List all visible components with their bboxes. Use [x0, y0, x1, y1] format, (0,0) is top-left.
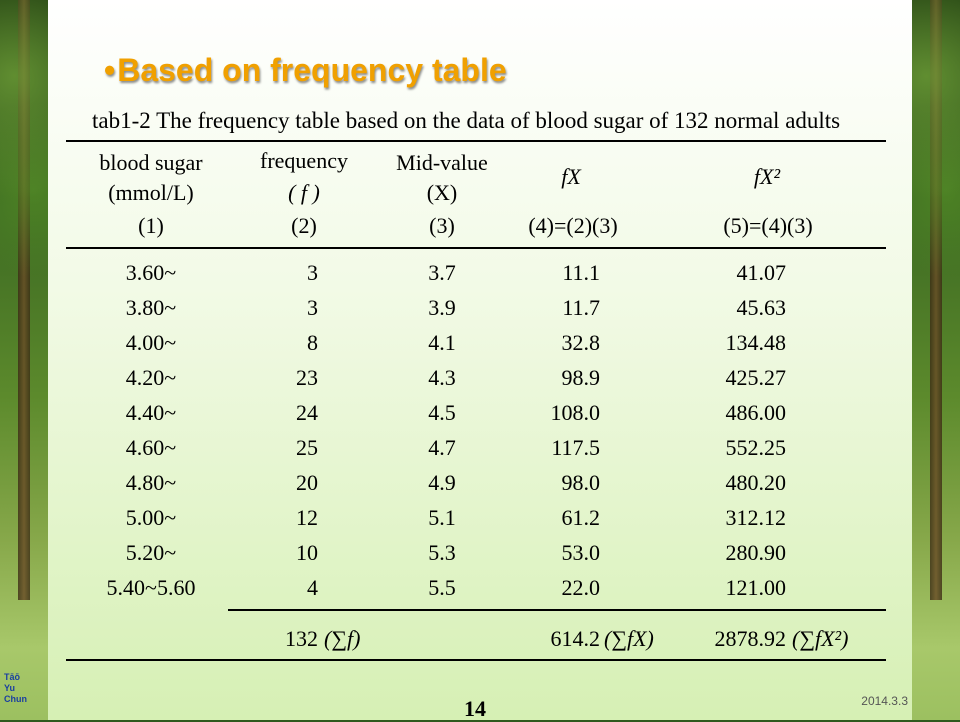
header-col1-index: (1) [138, 213, 164, 238]
total-fx2: 2878.92 [714, 626, 786, 651]
header-frequency: frequency [260, 148, 348, 173]
total-fx2-label: (∑fX²) [792, 626, 849, 651]
cell-fx2: 41.07 [736, 260, 786, 285]
cell-mid-value: 5.1 [428, 505, 456, 530]
header-col5-index: (5)=(4)(3) [723, 213, 813, 238]
total-fx-label: (∑fX) [604, 626, 654, 651]
cell-fx2: 425.27 [725, 365, 786, 390]
cell-mid-value: 4.9 [428, 470, 456, 495]
slide [48, 0, 912, 720]
cell-frequency: 3 [307, 295, 318, 320]
cell-mid-value: 3.7 [428, 260, 456, 285]
cell-blood-sugar: 4.40~ [125, 400, 177, 425]
header-col3-index: (3) [429, 213, 455, 238]
cell-fx: 117.5 [551, 435, 600, 460]
table-bottom-rule [66, 659, 886, 661]
header-mid-value-symbol: (X) [426, 180, 458, 205]
slide-date: 2014.3.3 [861, 694, 908, 708]
cell-frequency: 20 [296, 470, 318, 495]
cell-blood-sugar: 3.60~ [125, 260, 177, 285]
cell-frequency: 3 [307, 260, 318, 285]
logo-line-1: Tāō [4, 672, 21, 682]
logo-line-2: Yu [4, 683, 16, 693]
header-frequency-symbol: ( f ) [288, 180, 320, 205]
page-number: 14 [464, 696, 486, 721]
cell-blood-sugar: 4.20~ [125, 365, 177, 390]
cell-fx2: 134.48 [725, 330, 786, 355]
logo-line-3: Chun [4, 694, 27, 704]
header-col4-index: (4)=(2)(3) [528, 213, 618, 238]
cell-mid-value: 5.3 [428, 540, 456, 565]
cell-fx2: 486.00 [725, 400, 786, 425]
author-logo [4, 672, 36, 705]
header-fx2: fX² [753, 164, 781, 189]
cell-fx: 98.0 [561, 470, 600, 495]
totals-rule [228, 609, 886, 611]
cell-fx: 11.7 [562, 295, 600, 320]
header-blood-sugar: blood sugar [99, 150, 203, 175]
cell-fx: 22.0 [561, 575, 600, 600]
right-tree-border [912, 0, 960, 720]
table-top-rule [66, 140, 886, 142]
cell-fx: 61.2 [561, 505, 600, 530]
cell-mid-value: 5.5 [428, 575, 456, 600]
cell-fx: 108.0 [550, 400, 600, 425]
slide-title-text: Based on frequency table [117, 52, 507, 88]
cell-frequency: 8 [307, 330, 318, 355]
cell-fx: 32.8 [561, 330, 600, 355]
cell-frequency: 12 [296, 505, 318, 530]
cell-blood-sugar: 5.40~5.60 [106, 575, 196, 600]
cell-fx2: 121.00 [725, 575, 786, 600]
cell-fx2: 280.90 [725, 540, 786, 565]
cell-blood-sugar: 5.20~ [125, 540, 177, 565]
cell-frequency: 23 [296, 365, 318, 390]
total-frequency-label: (∑f) [324, 626, 361, 651]
cell-blood-sugar: 4.00~ [125, 330, 177, 355]
cell-mid-value: 4.7 [428, 435, 456, 460]
total-frequency: 132 [285, 626, 318, 651]
left-tree-border [0, 0, 48, 720]
cell-mid-value: 3.9 [428, 295, 456, 320]
cell-frequency: 24 [296, 400, 318, 425]
cell-frequency: 25 [296, 435, 318, 460]
bullet-icon: • [104, 52, 116, 88]
header-rule [66, 247, 886, 249]
cell-fx: 11.1 [562, 260, 600, 285]
cell-fx: 98.9 [561, 365, 600, 390]
header-mid-value: Mid-value [396, 150, 488, 175]
cell-blood-sugar: 3.80~ [125, 295, 177, 320]
header-blood-sugar-unit: (mmol/L) [108, 180, 194, 205]
cell-fx2: 480.20 [725, 470, 786, 495]
cell-fx2: 45.63 [736, 295, 786, 320]
cell-fx2: 552.25 [725, 435, 786, 460]
cell-mid-value: 4.5 [428, 400, 456, 425]
total-fx: 614.2 [550, 626, 600, 651]
cell-fx2: 312.12 [725, 505, 786, 530]
cell-blood-sugar: 4.60~ [125, 435, 177, 460]
cell-frequency: 10 [296, 540, 318, 565]
header-fx: fX [561, 164, 581, 189]
cell-fx: 53.0 [561, 540, 600, 565]
cell-mid-value: 4.3 [428, 365, 456, 390]
cell-frequency: 4 [307, 575, 318, 600]
cell-blood-sugar: 4.80~ [125, 470, 177, 495]
table-caption: tab1-2 The frequency table based on the data of blood sugar of 132 normal adults [92, 108, 841, 133]
header-col2-index: (2) [291, 213, 317, 238]
slide-title [104, 52, 507, 89]
cell-mid-value: 4.1 [428, 330, 456, 355]
cell-blood-sugar: 5.00~ [125, 505, 177, 530]
